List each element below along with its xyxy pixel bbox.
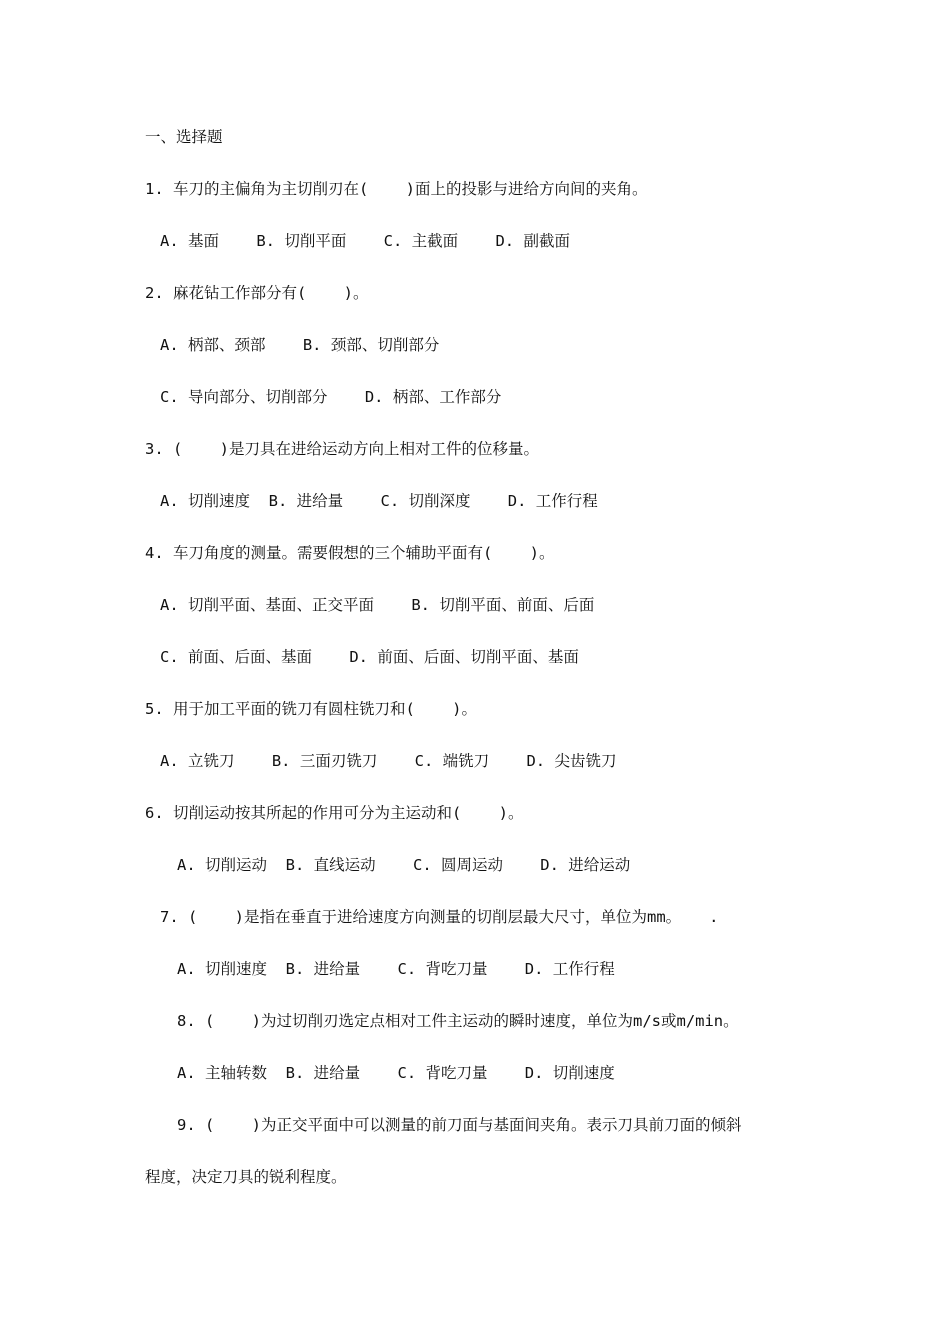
question-8-options: A. 主轴转数 B. 进给量 C. 背吃刀量 D. 切削速度 — [177, 1064, 615, 1082]
question-3: 3. ( )是刀具在进给运动方向上相对工件的位移量。 — [145, 440, 539, 458]
question-1-options: A. 基面 B. 切削平面 C. 主截面 D. 副截面 — [160, 232, 570, 250]
section-title: 一、选择题 — [145, 128, 223, 146]
question-9-continuation: 程度，决定刀具的锐利程度。 — [145, 1168, 347, 1186]
question-2-options-row-2: C. 导向部分、切削部分 D. 柄部、工作部分 — [160, 388, 502, 406]
question-6: 6. 切削运动按其所起的作用可分为主运动和( )。 — [145, 804, 524, 822]
question-5: 5. 用于加工平面的铣刀有圆柱铣刀和( )。 — [145, 700, 477, 718]
question-2: 2. 麻花钻工作部分有( )。 — [145, 284, 369, 302]
question-8: 8. ( )为过切削刃选定点相对工件主运动的瞬时速度，单位为m/s或m/min。 — [177, 1012, 739, 1030]
question-7-options: A. 切削速度 B. 进给量 C. 背吃刀量 D. 工作行程 — [177, 960, 615, 978]
question-7: 7. ( )是指在垂直于进给速度方向测量的切削层最大尺寸，单位为mm。 . — [160, 908, 719, 926]
question-4-options-row-1: A. 切削平面、基面、正交平面 B. 切削平面、前面、后面 — [160, 596, 595, 614]
question-3-options: A. 切削速度 B. 进给量 C. 切削深度 D. 工作行程 — [160, 492, 598, 510]
question-4-options-row-2: C. 前面、后面、基面 D. 前面、后面、切削平面、基面 — [160, 648, 579, 666]
question-4: 4. 车刀角度的测量。需要假想的三个辅助平面有( )。 — [145, 544, 555, 562]
question-6-options: A. 切削运动 B. 直线运动 C. 圆周运动 D. 进给运动 — [177, 856, 631, 874]
question-2-options-row-1: A. 柄部、颈部 B. 颈部、切削部分 — [160, 336, 440, 354]
question-9: 9. ( )为正交平面中可以测量的前刀面与基面间夹角。表示刀具前刀面的倾斜 — [177, 1116, 742, 1134]
question-5-options: A. 立铣刀 B. 三面刃铣刀 C. 端铣刀 D. 尖齿铣刀 — [160, 752, 617, 770]
question-1: 1. 车刀的主偏角为主切削刃在( )面上的投影与进给方向间的夹角。 — [145, 180, 648, 198]
